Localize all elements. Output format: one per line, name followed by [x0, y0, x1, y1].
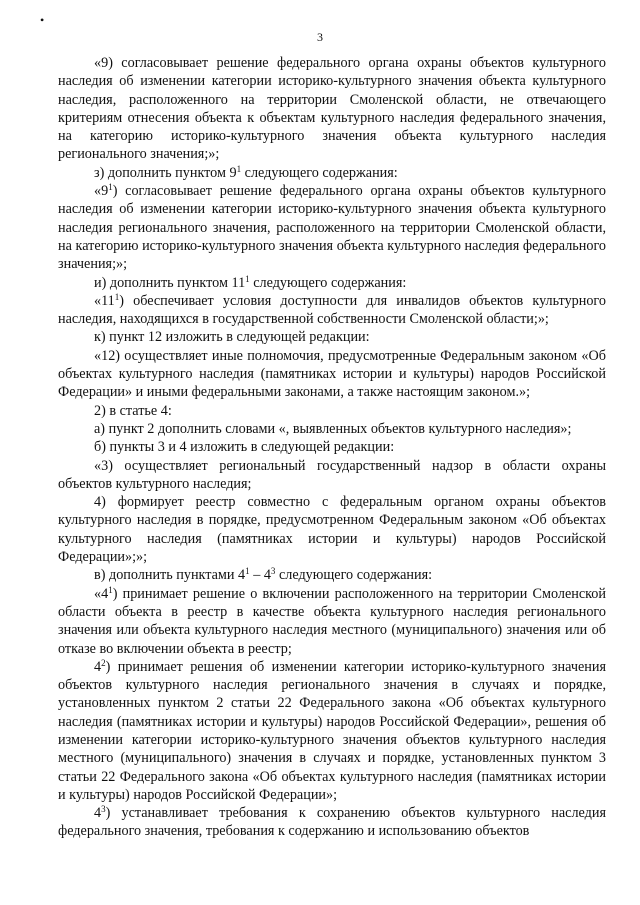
paragraph-text: «9 — [94, 183, 109, 200]
document-body — [58, 54, 606, 841]
paragraph — [58, 274, 606, 292]
paragraph — [58, 566, 606, 584]
superscript: 1 — [245, 273, 250, 284]
paragraph-text: в) дополнить пунктами 4 — [94, 567, 246, 584]
paragraph-text: ) обеспечивает условия доступности для инвалидов объектов культурного наследия, находящихся в государственной собственности Смоленской области;»; — [58, 292, 606, 328]
paragraph — [58, 493, 606, 566]
paragraph — [58, 457, 606, 494]
paragraph-text: б) пункты 3 и 4 изложить в следующей редакции: — [94, 439, 395, 456]
superscript: 3 — [270, 566, 276, 577]
paragraph-text: «9) согласовывает решение федерального органа охраны объектов культурного наследия об изменении категории историко-культурного значения объекта культурного наследия, расположенного на территории Смоленской области, не отвечающего критериям отнесения объекта к объектам культурного наследия федерального значения, на категорию историко-культурного значения объекта культурного наследия регионального значения;»; — [58, 55, 606, 163]
superscript: 1 — [236, 163, 242, 174]
superscript: 2 — [101, 657, 106, 668]
paragraph-text: следующего содержания: — [275, 567, 433, 584]
paragraph — [58, 804, 606, 841]
paragraph — [58, 164, 606, 182]
paragraph-text: следующего содержания: — [249, 274, 407, 291]
paragraph-text: з) дополнить пунктом 9 — [94, 164, 237, 181]
paragraph-text: ) устанавливает требования к сохранению объектов культурного наследия федерального значения, требования к содержанию и использованию объектов — [58, 805, 606, 840]
superscript: 3 — [101, 804, 106, 815]
paragraph-text: ) согласовывает решение федерального органа охраны объектов культурного наследия об изменении категории историко-культурного значения объекта культурного наследия регионального значения, расположенного на территории Смоленской области, на категорию историко-культурного значения объекта культурного наследия федерального значения;»; — [58, 183, 606, 273]
paragraph-text: «3) осуществляет региональный государственный надзор в области охраны объектов культурного наследия; — [58, 457, 606, 492]
superscript: 1 — [245, 566, 250, 577]
paragraph — [58, 585, 606, 658]
paragraph-text: ) принимает решение о включении расположенного на территории Смоленской области объекта в реестр в качестве объекта культурного наследия регионального значения или объекта культурного наследия местного (муниципального) значения или об отказе во включении объекта в реестр; — [58, 585, 606, 657]
page-number: 3 — [317, 30, 323, 44]
paragraph-text: «4 — [94, 585, 109, 602]
paragraph — [58, 420, 606, 438]
superscript: 1 — [108, 182, 113, 193]
paragraph — [58, 658, 606, 804]
paragraph-text: 4) формирует реестр совместно с федеральным органом охраны объектов культурного наследия в порядке, предусмотренном Федеральным законом «Об объектах культурного наследия (памятниках истории и культуры) народов Российской Федерации»;»; — [58, 494, 606, 566]
paragraph-text: – 4 — [249, 567, 271, 584]
paragraph-text: «11 — [94, 292, 115, 309]
paragraph-text: ) принимает решения об изменении категории историко-культурного значения объектов культурного наследия регионального значения в случаях и порядке, установленных пунктом 2 статьи 22 Федерального закона «Об объектах культурного наследия (памятниках истории и культуры) народов Российской Федерации», решения об изменении категории историко-культурного значения объектов культурного наследия местного (муниципального) значения в случаях и порядке, установленных пунктом 3 статьи 22 Федерального закона «Об объектах культурного наследия (памятниках истории и культуры) народов Российской Федерации»; — [58, 658, 606, 803]
paragraph — [58, 328, 606, 346]
paragraph — [58, 438, 606, 456]
paragraph-text: «12) осуществляет иные полномочия, предусмотренные Федеральным законом «Об объектах культурного наследия (памятниках истории и культуры) народов Российской Федерации» и иными федеральными законами, а также настоящим законом.»; — [58, 347, 606, 401]
paragraph-text: 4 — [94, 658, 102, 675]
paragraph-text: а) пункт 2 дополнить словами «, выявленных объектов культурного наследия»; — [94, 420, 572, 437]
paragraph — [58, 54, 606, 164]
paragraph-text: 2) в статье 4: — [94, 402, 172, 419]
paragraph-text: и) дополнить пунктом 11 — [94, 274, 246, 291]
superscript: 1 — [114, 291, 120, 302]
paragraph — [58, 182, 606, 273]
page-mark: • — [40, 13, 45, 27]
paragraph-text: следующего содержания: — [241, 164, 398, 181]
superscript: 1 — [108, 584, 113, 595]
paragraph — [58, 347, 606, 402]
paragraph-text: к) пункт 12 изложить в следующей редакции: — [94, 329, 370, 346]
paragraph — [58, 402, 606, 420]
paragraph-text: 4 — [94, 805, 102, 822]
paragraph — [58, 292, 606, 329]
